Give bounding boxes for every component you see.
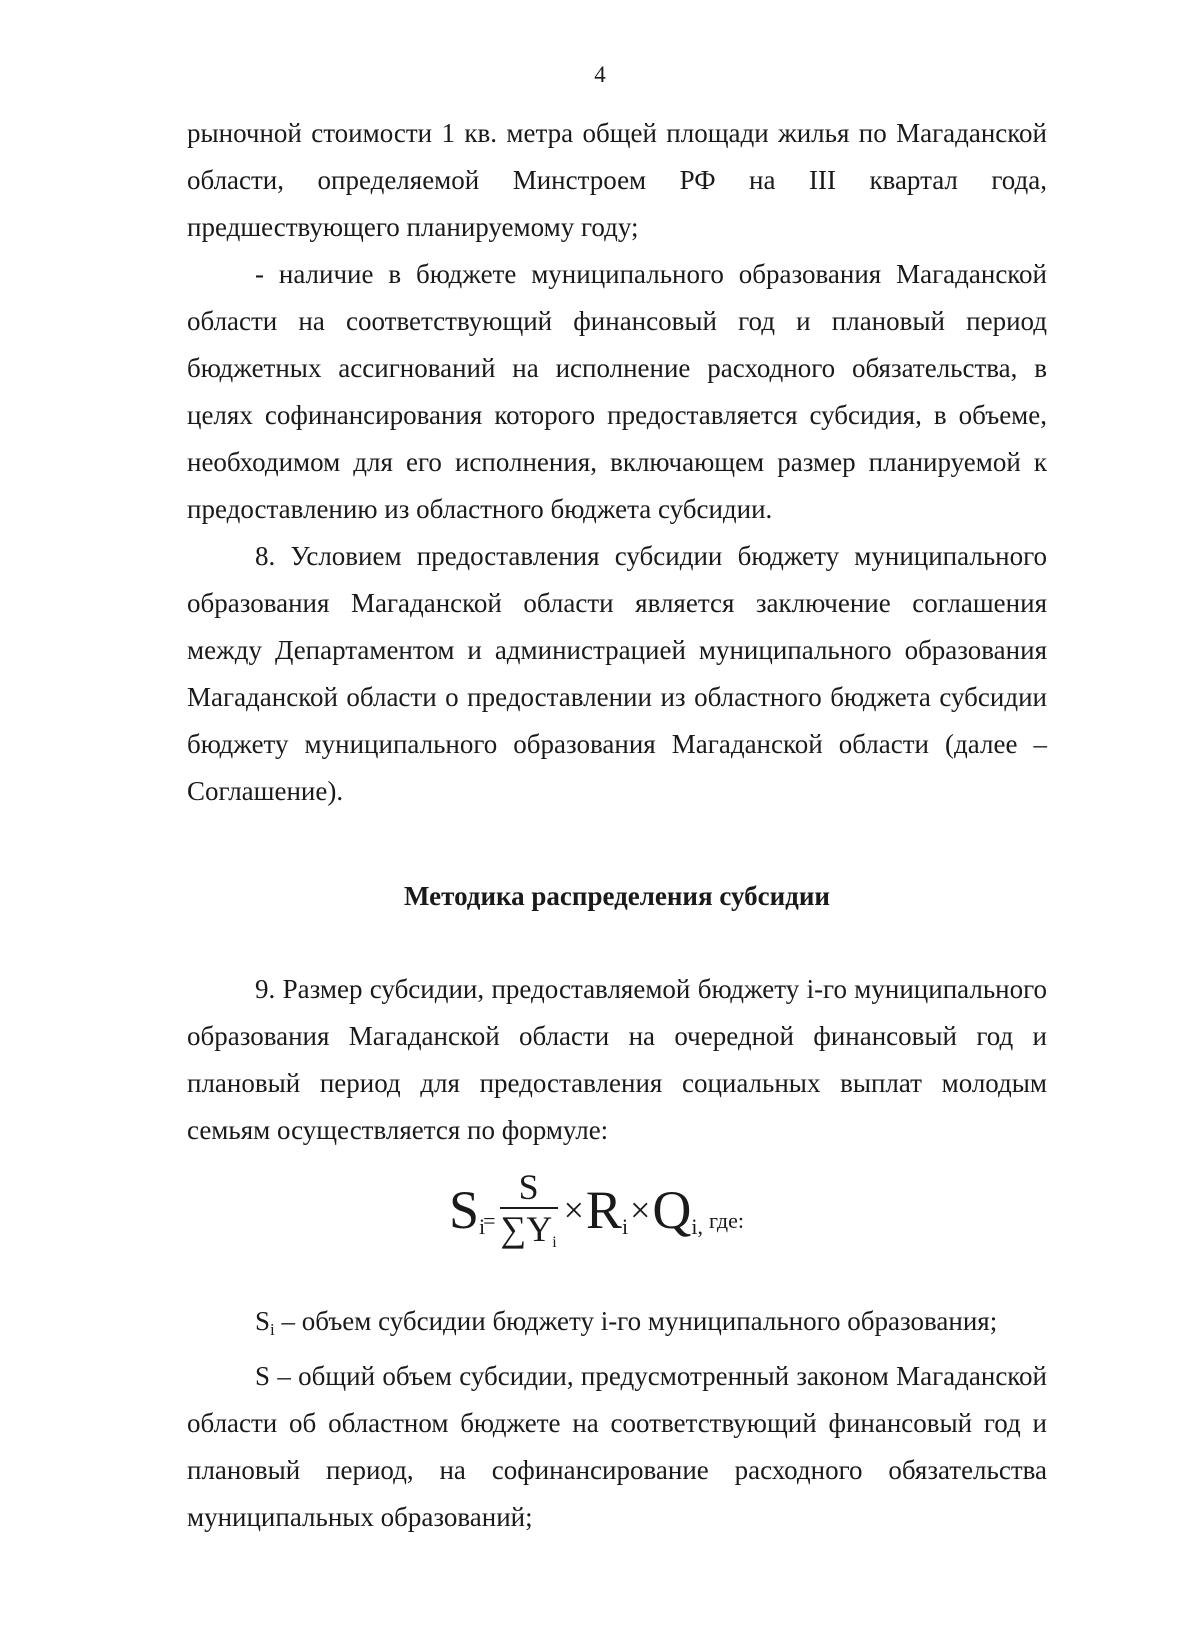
formula-r: $R_i$ (585, 1179, 629, 1240)
formula-q: $Q_{i,}$ (652, 1179, 703, 1240)
formula-numerator: S (518, 1167, 539, 1207)
formula-lhs: $S_i$ (449, 1179, 486, 1240)
formula-denominator: ∑Yi (500, 1209, 557, 1251)
formula-times-1: × (563, 1190, 584, 1230)
paragraph-item-8: 8. Условием предоставления субсидии бюджету муниципального образования Магаданской области является заключение соглашения между Департаментом и администрацией муниципального образования Магаданской области о предоставлении из областного бюджета субсидии бюджету муниципального образования Магаданской области (далее – Соглашение). (187, 541, 1047, 806)
definition-si: Si – объем субсидии бюджету i-го муниципального образования; (255, 1306, 998, 1339)
document-body (187, 110, 1047, 1541)
paragraph-market-cost: рыночной стоимости 1 кв. метра общей площади жилья по Магаданской области, определяемой Минстроем РФ на III квартал года, предшествующего планируемому году; (187, 118, 1047, 242)
paragraph-budget-availability: - наличие в бюджете муниципального образования Магаданской области на соответствующий финансовый год и плановый период бюджетных ассигнований на исполнение расходного обязательства, в целях софинансирования которого предоставляется субсидия, в объеме, необходимом для его исполнения, включающем размер планируемой к предоставлению из областного бюджета субсидии. (187, 259, 1047, 524)
distribution-formula (187, 1156, 1047, 1264)
definition-s: S – общий объем субсидии, предусмотренный законом Магаданской области об областном бюджете на соответствующий финансовый год и плановый период, на софинансирование расходного обязательства муниципальных образований; (187, 1361, 1047, 1532)
section-heading: Методика распределения субсидии (404, 881, 830, 911)
paragraph-item-9: 9. Размер субсидии, предоставляемой бюджету i-го муниципального образования Магаданской области на очередной финансовый год и плановый период для предоставления социальных выплат молодым семьям осуществляется по формуле: (187, 974, 1047, 1145)
formula-equals: = (483, 1208, 496, 1233)
formula-times-2: × (630, 1190, 651, 1230)
page-number: 4 (594, 62, 606, 87)
formula-suffix: где: (709, 1208, 744, 1233)
formula-fraction (500, 1169, 558, 1251)
